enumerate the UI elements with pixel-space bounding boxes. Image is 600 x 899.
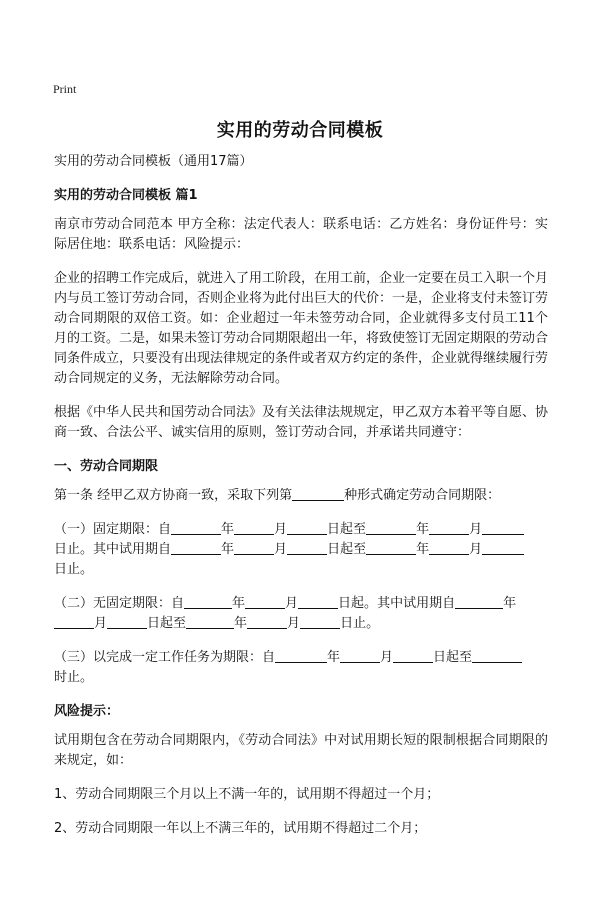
article-1 bbox=[54, 486, 548, 506]
blank-field bbox=[171, 540, 221, 555]
blank-field bbox=[482, 520, 524, 535]
label-day-from: 日起至 bbox=[327, 522, 367, 537]
blank-field bbox=[429, 520, 469, 535]
fixed-term-label: （一）固定期限：自 bbox=[54, 522, 172, 537]
section-heading-contract-term: 一、劳动合同期限 bbox=[54, 459, 159, 474]
label-day-end: 日止。 bbox=[340, 616, 380, 631]
blank-field bbox=[247, 614, 287, 629]
blank-field bbox=[366, 520, 416, 535]
label-month: 月 bbox=[469, 522, 483, 537]
label-month: 月 bbox=[274, 522, 288, 537]
blank-field bbox=[298, 594, 338, 609]
blank-field bbox=[300, 614, 340, 629]
blank-field bbox=[234, 520, 274, 535]
blank-field bbox=[366, 540, 416, 555]
rule-item-2: 2、劳动合同期限一年以上不满三年的，试用期不得超过二个月； bbox=[54, 821, 427, 836]
label-day-from: 日起至 bbox=[327, 542, 367, 557]
blank-field bbox=[429, 540, 469, 555]
blank-field bbox=[292, 486, 344, 501]
blank-field bbox=[186, 614, 234, 629]
fixed-probation-label: 其中试用期自 bbox=[93, 542, 172, 557]
page-title: 实用的劳动合同模板 bbox=[216, 120, 384, 141]
basis-paragraph: 根据《中华人民共和国劳动合同法》及有关法律法规规定，甲乙双方本着平等自愿、协商一致、合法公平、诚实信用的原则，签订劳动合同，并承诺共同遵守： bbox=[54, 405, 549, 440]
label-day-end: 日止。 bbox=[54, 562, 94, 577]
blank-field bbox=[482, 540, 524, 555]
blank-field bbox=[275, 648, 327, 663]
label-day-start: 日起。 bbox=[338, 596, 378, 611]
label-day-to: 日起至 bbox=[433, 650, 473, 665]
risk-heading: 风险提示： bbox=[54, 704, 120, 719]
blank-field bbox=[184, 594, 232, 609]
risk-paragraph: 试用期包含在劳动合同期限内，《劳动合同法》中对试用期长短的限制根据合同期限的来规定，如： bbox=[54, 733, 548, 768]
label-month: 月 bbox=[94, 616, 108, 631]
label-month: 月 bbox=[380, 650, 394, 665]
blank-field bbox=[245, 594, 285, 609]
label-day-end: 日止。 bbox=[54, 542, 94, 557]
article-1-prefix: 第一条 经甲乙双方协商一致，采取下列第 bbox=[54, 488, 293, 503]
label-year: 年 bbox=[221, 522, 235, 537]
open-term-label: （二）无固定期限：自 bbox=[54, 596, 185, 611]
blank-field bbox=[234, 540, 274, 555]
label-month: 月 bbox=[469, 542, 483, 557]
fixed-term-clause bbox=[54, 520, 548, 580]
label-year: 年 bbox=[416, 522, 430, 537]
blank-field bbox=[171, 520, 221, 535]
label-month: 月 bbox=[287, 616, 301, 631]
warning-paragraph: 企业的招聘工作完成后，就进入了用工阶段，在用工前，企业一定要在员工入职一个月内与员工签订劳动合同，否则企业将为此付出巨大的代价：一是，企业将支付未签订劳动合同期限的双倍工资。如：企业超过一年未签劳动合同，企业就得多支付员工11个月的工资。二是，如果未签订劳动合同期限超出一年，将致使签订无固定期限的劳动合同条件成立，只要没有出现法律规定的条件或者双方约定的条件，企业就得继续履行劳动合同规定的义务，无法解除劳动合同。 bbox=[54, 271, 549, 386]
article-1-suffix: 种形式确定劳动合同期限： bbox=[344, 488, 501, 503]
label-month: 月 bbox=[274, 542, 288, 557]
task-term-clause bbox=[54, 648, 548, 688]
label-year: 年 bbox=[327, 650, 341, 665]
label-year: 年 bbox=[221, 542, 235, 557]
open-term-clause bbox=[54, 594, 548, 634]
label-year: 年 bbox=[416, 542, 430, 557]
blank-field bbox=[54, 614, 94, 629]
label-month: 月 bbox=[285, 596, 299, 611]
label-year: 年 bbox=[232, 596, 246, 611]
blank-field bbox=[472, 648, 522, 663]
document-body bbox=[54, 152, 548, 853]
rule-item-1: 1、劳动合同期限三个月以上不满一年的，试用期不得超过一个月； bbox=[54, 787, 440, 802]
print-link[interactable]: Print bbox=[53, 82, 77, 96]
task-term-label: （三）以完成一定工作任务为期限：自 bbox=[54, 650, 276, 665]
label-year: 年 bbox=[503, 596, 517, 611]
label-day-from: 日起至 bbox=[147, 616, 187, 631]
label-year: 年 bbox=[234, 616, 248, 631]
document-subtitle: 实用的劳动合同模板（通用17篇） bbox=[54, 154, 253, 169]
label-end: 时止。 bbox=[54, 670, 94, 685]
blank-field bbox=[107, 614, 147, 629]
intro-paragraph: 南京市劳动合同范本 甲方全称：法定代表人：联系电话：乙方姓名：身份证件号：实际居住地：联系电话：风险提示： bbox=[54, 217, 548, 252]
open-probation-label: 其中试用期自 bbox=[377, 596, 456, 611]
blank-field bbox=[393, 648, 433, 663]
blank-field bbox=[287, 520, 327, 535]
blank-field bbox=[455, 594, 503, 609]
blank-field bbox=[287, 540, 327, 555]
chapter-heading: 实用的劳动合同模板 篇1 bbox=[54, 188, 198, 203]
blank-field bbox=[340, 648, 380, 663]
